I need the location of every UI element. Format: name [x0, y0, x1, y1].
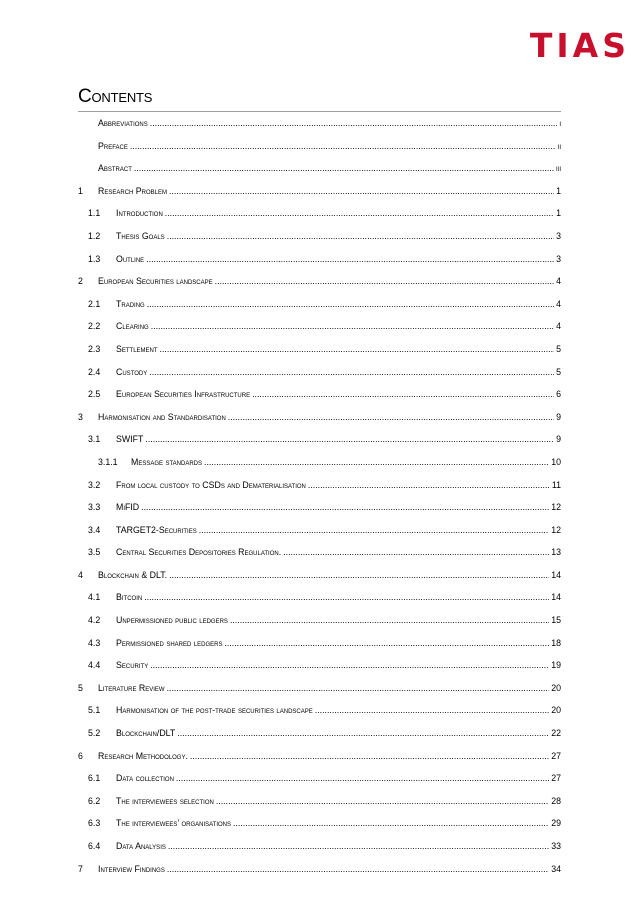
toc-entry-number: 1.1: [88, 208, 101, 219]
toc-leader-dots: [150, 118, 558, 128]
toc-entry-page: 4: [556, 276, 561, 287]
toc-leader-dots: [146, 254, 554, 264]
toc-entry-page: 34: [551, 863, 561, 874]
toc-entry[interactable]: [78, 773, 561, 796]
toc-entry-page: 4: [556, 321, 561, 332]
toc-entry[interactable]: [78, 864, 561, 887]
toc-leader-dots: [228, 412, 554, 422]
toc-entry-number: 6.3: [88, 818, 101, 829]
toc-entry-page: 4: [556, 298, 561, 309]
toc-entry-number: 4.1: [88, 592, 101, 603]
toc-entry-page: 9: [556, 411, 561, 422]
toc-entry-number: 3.4: [88, 524, 101, 535]
title-divider: [78, 111, 561, 112]
toc-entry[interactable]: [78, 141, 561, 164]
toc-entry[interactable]: [78, 412, 561, 435]
tias-logo: TIAS: [529, 26, 630, 65]
toc-entry-label: Permissioned shared ledgers: [116, 637, 223, 648]
toc-entry-label: Trading: [116, 298, 145, 309]
toc-leader-dots: [230, 615, 549, 625]
toc-leader-dots: [151, 321, 554, 331]
toc-leader-dots: [177, 728, 549, 738]
toc-entry-number: 3.2: [88, 479, 101, 490]
toc-entry[interactable]: [78, 728, 561, 751]
toc-entry-page: iii: [555, 163, 561, 174]
toc-entry-label: Unpermissioned public ledgers: [116, 615, 228, 626]
toc-entry[interactable]: [78, 457, 561, 480]
toc-entry-label: MiFID: [116, 502, 140, 513]
toc-leader-dots: [204, 457, 549, 467]
toc-leader-dots: [315, 705, 549, 715]
toc-entry[interactable]: [78, 276, 561, 299]
toc-entry-label: Introduction: [116, 208, 163, 219]
toc-entry[interactable]: [78, 547, 561, 570]
toc-leader-dots: [169, 570, 549, 580]
toc-entry[interactable]: [78, 705, 561, 728]
toc-entry[interactable]: [78, 751, 561, 774]
toc-entry-number: 4.4: [88, 660, 101, 671]
toc-leader-dots: [145, 434, 554, 444]
toc-entry[interactable]: [78, 367, 561, 390]
toc-entry-label: Thesis Goals: [116, 230, 165, 241]
toc-entry[interactable]: [78, 231, 561, 254]
toc-entry-page: 3: [556, 253, 561, 264]
toc-leader-dots: [169, 186, 554, 196]
table-of-contents: [78, 118, 561, 886]
toc-leader-dots: [167, 864, 549, 874]
toc-entry[interactable]: [78, 208, 561, 231]
toc-entry[interactable]: [78, 796, 561, 819]
toc-entry-number: 3.1.1: [98, 456, 118, 467]
toc-entry-label: Literature Review: [98, 682, 165, 693]
toc-entry-label: Data Analysis: [116, 841, 166, 851]
toc-entry-number: 3.3: [88, 502, 101, 513]
toc-entry-page: 15: [551, 615, 561, 626]
toc-entry-label: European Securities Infrastructure: [116, 389, 251, 400]
toc-entry-page: ii: [557, 140, 561, 151]
toc-entry-page: 6: [556, 389, 561, 400]
toc-entry[interactable]: [78, 254, 561, 277]
toc-entry-page: i: [559, 118, 561, 128]
toc-entry-number: 7: [78, 863, 83, 874]
toc-entry[interactable]: [78, 502, 561, 525]
toc-leader-dots: [252, 389, 554, 399]
toc-entry-label: Custody: [116, 366, 148, 377]
toc-leader-dots: [147, 299, 554, 309]
toc-entry[interactable]: [78, 525, 561, 548]
toc-entry-number: 1.3: [88, 253, 101, 264]
toc-entry[interactable]: [78, 344, 561, 367]
toc-entry-label: Research Problem: [98, 185, 168, 196]
toc-entry-label: From local custody to CSDs and Dematerialisation: [116, 479, 306, 490]
toc-entry-label: Interview Findings: [98, 863, 165, 874]
toc-entry-page: 19: [551, 660, 561, 671]
toc-entry-page: 3: [556, 230, 561, 241]
toc-entry-label: Settlement: [116, 343, 158, 354]
toc-entry-number: 2.4: [88, 366, 101, 377]
toc-entry-page: 27: [551, 750, 561, 761]
toc-leader-dots: [134, 163, 554, 173]
toc-entry-label: European Securities landscape: [98, 276, 213, 287]
toc-leader-dots: [199, 525, 549, 535]
toc-entry-number: 2.1: [88, 298, 101, 309]
toc-entry[interactable]: [78, 592, 561, 615]
toc-entry-page: 12: [551, 502, 561, 513]
toc-entry-label: Harmonisation of the post-trade securities landscape: [116, 705, 313, 716]
toc-entry-number: 6.2: [88, 795, 101, 806]
toc-entry-label: Preface: [98, 140, 128, 151]
toc-entry-label: Blockchain/DLT: [116, 728, 176, 739]
toc-entry-label: Data collection: [116, 773, 174, 784]
toc-entry-label: Harmonisation and Standardisation: [98, 411, 226, 422]
toc-entry-number: 4.3: [88, 637, 101, 648]
toc-entry[interactable]: [78, 615, 561, 638]
toc-leader-dots: [167, 683, 550, 693]
toc-entry-number: 2.5: [88, 389, 101, 400]
toc-entry[interactable]: [78, 818, 561, 841]
toc-leader-dots: [165, 208, 554, 218]
toc-entry-label: Outline: [116, 253, 145, 264]
toc-leader-dots: [283, 547, 549, 557]
toc-entry-label: Message standards: [131, 456, 203, 467]
toc-leader-dots: [216, 796, 549, 806]
page-title: Contents: [78, 86, 153, 107]
toc-entry-number: 2.2: [88, 321, 101, 332]
toc-leader-dots: [176, 773, 549, 783]
toc-entry-number: 6: [78, 750, 83, 761]
toc-entry-label: Clearing: [116, 321, 149, 332]
toc-entry-label: TARGET2-Securities: [116, 524, 197, 535]
toc-leader-dots: [215, 276, 554, 286]
toc-entry-number: 1: [78, 185, 83, 196]
toc-entry[interactable]: [78, 570, 561, 593]
toc-leader-dots: [149, 367, 554, 377]
toc-leader-dots: [130, 141, 556, 151]
toc-entry-page: 11: [551, 479, 561, 490]
toc-entry-page: 9: [556, 434, 561, 445]
toc-entry-page: 22: [551, 728, 561, 739]
toc-entry-page: 33: [551, 841, 561, 851]
toc-entry-label: Security: [116, 660, 149, 671]
toc-entry-label: Abstract: [98, 163, 132, 174]
toc-entry[interactable]: [78, 683, 561, 706]
toc-entry-number: 2.3: [88, 343, 101, 354]
toc-leader-dots: [160, 344, 555, 354]
toc-entry[interactable]: [78, 163, 561, 186]
toc-entry[interactable]: [78, 299, 561, 322]
toc-entry-page: 5: [556, 366, 561, 377]
toc-entry-page: 14: [551, 592, 561, 603]
toc-leader-dots: [167, 231, 554, 241]
toc-entry[interactable]: [78, 434, 561, 457]
toc-entry-number: 6.4: [88, 841, 101, 851]
toc-entry[interactable]: [78, 321, 561, 344]
toc-entry-page: 29: [551, 818, 561, 829]
toc-entry[interactable]: [78, 389, 561, 412]
toc-entry-number: 4: [78, 569, 83, 580]
toc-entry-page: 12: [551, 524, 561, 535]
toc-entry-number: 5.2: [88, 728, 101, 739]
toc-leader-dots: [168, 841, 549, 851]
toc-entry-page: 20: [551, 682, 561, 693]
toc-entry[interactable]: [78, 118, 561, 141]
toc-entry-label: The interviewees’ organisations: [116, 818, 232, 829]
toc-leader-dots: [233, 818, 549, 828]
toc-entry-page: 10: [551, 456, 561, 467]
toc-entry-page: 27: [551, 773, 561, 784]
toc-entry-page: 1: [556, 185, 561, 196]
toc-entry-number: 3: [78, 411, 83, 422]
toc-entry-page: 1: [556, 208, 561, 219]
toc-entry[interactable]: [78, 660, 561, 683]
toc-entry-number: 5: [78, 682, 83, 693]
toc-entry-label: SWIFT: [116, 434, 144, 445]
toc-entry-number: 6.1: [88, 773, 101, 784]
toc-entry[interactable]: [78, 638, 561, 661]
toc-entry-label: Central Securities Depositories Regulation.: [116, 547, 282, 558]
toc-leader-dots: [190, 751, 549, 761]
toc-entry-label: Research Methodology.: [98, 750, 188, 761]
toc-entry[interactable]: [78, 186, 561, 209]
toc-entry[interactable]: [78, 480, 561, 503]
toc-entry-page: 14: [551, 569, 561, 580]
toc-entry[interactable]: [78, 841, 561, 864]
toc-entry-label: Abbreviations: [98, 118, 148, 128]
toc-entry-number: 3.1: [88, 434, 101, 445]
toc-entry-page: 28: [551, 795, 561, 806]
toc-leader-dots: [308, 480, 550, 490]
toc-entry-label: The interviewees selection: [116, 795, 214, 806]
toc-entry-page: 20: [551, 705, 561, 716]
toc-entry-number: 3.5: [88, 547, 101, 558]
toc-entry-page: 18: [551, 637, 561, 648]
toc-leader-dots: [141, 502, 549, 512]
toc-entry-number: 1.2: [88, 230, 101, 241]
toc-leader-dots: [224, 638, 549, 648]
toc-entry-number: 2: [78, 276, 83, 287]
toc-entry-number: 4.2: [88, 615, 101, 626]
toc-entry-label: Bitcoin: [116, 592, 143, 603]
toc-leader-dots: [144, 592, 549, 602]
toc-entry-label: Blockchain & DLT.: [98, 569, 168, 580]
toc-entry-number: 5.1: [88, 705, 101, 716]
toc-entry-page: 5: [556, 343, 561, 354]
toc-entry-page: 13: [551, 547, 561, 558]
toc-leader-dots: [150, 660, 549, 670]
